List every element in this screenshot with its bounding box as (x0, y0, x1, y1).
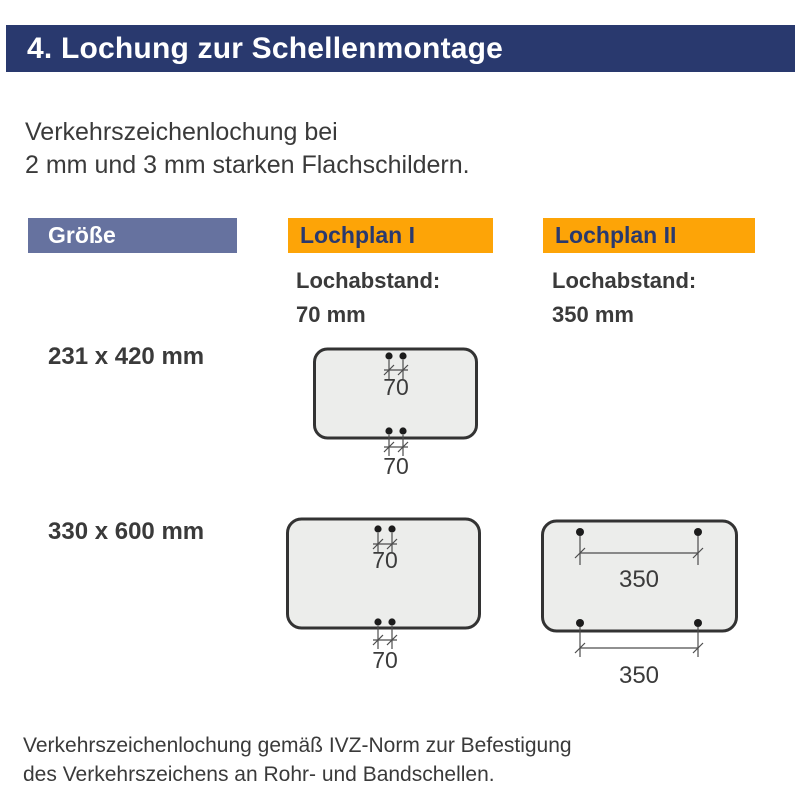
lochplan-2-sub-value: 350 mm (552, 302, 634, 327)
page-title: 4. Lochung zur Schellenmontage (6, 25, 795, 72)
lochplan-1-subheader (296, 264, 440, 332)
hole-dot (374, 525, 381, 532)
dimension-value-top: 70 (372, 547, 398, 573)
sign-plate (288, 519, 480, 628)
intro-text (25, 116, 470, 182)
dimension-value-bottom: 70 (372, 647, 398, 673)
dimension-value-bottom: 70 (383, 453, 409, 479)
hole-dot (399, 427, 406, 434)
lochplan-1-sub-label: Lochabstand: (296, 268, 441, 293)
intro-line-2: 2 mm und 3 mm starken Flachschildern. (25, 151, 470, 179)
sign-diagram-330x600-plan2 (538, 516, 742, 691)
lochplan-1-sub-value: 70 mm (296, 302, 366, 327)
hole-dot (576, 619, 584, 627)
lochplan-2-sub-label: Lochabstand: (552, 268, 697, 293)
footer-line-2: des Verkehrszeichens an Rohr- und Bandschellen. (23, 763, 495, 786)
hole-dot (385, 352, 392, 359)
dimension-value-top: 350 (618, 566, 660, 593)
sign-diagram-231x420-plan1 (310, 346, 480, 480)
size-label-330x600: 330 x 600 mm (48, 518, 205, 545)
footer-line-1: Verkehrszeichenlochung gemäß IVZ-Norm zur Befestigung (23, 734, 572, 757)
hole-dot (388, 618, 395, 625)
column-header-groesse: Größe (28, 218, 237, 253)
footer-note (23, 731, 572, 789)
intro-line-1: Verkehrszeichenlochung bei (25, 118, 338, 146)
dimension-value-top: 70 (383, 374, 409, 400)
dimension-value-bottom: 350 (618, 662, 660, 689)
column-header-lochplan-1: Lochplan I (288, 218, 493, 253)
hole-dot (694, 619, 702, 627)
hole-dot (385, 427, 392, 434)
hole-dot (694, 528, 702, 536)
size-label-231x420: 231 x 420 mm (48, 343, 205, 370)
hole-dot (399, 352, 406, 359)
hole-dot (576, 528, 584, 536)
column-header-lochplan-2: Lochplan II (543, 218, 755, 253)
hole-dot (374, 618, 381, 625)
sign-diagram-330x600-plan1 (283, 516, 483, 676)
hole-dot (388, 525, 395, 532)
lochplan-2-subheader (552, 264, 696, 332)
